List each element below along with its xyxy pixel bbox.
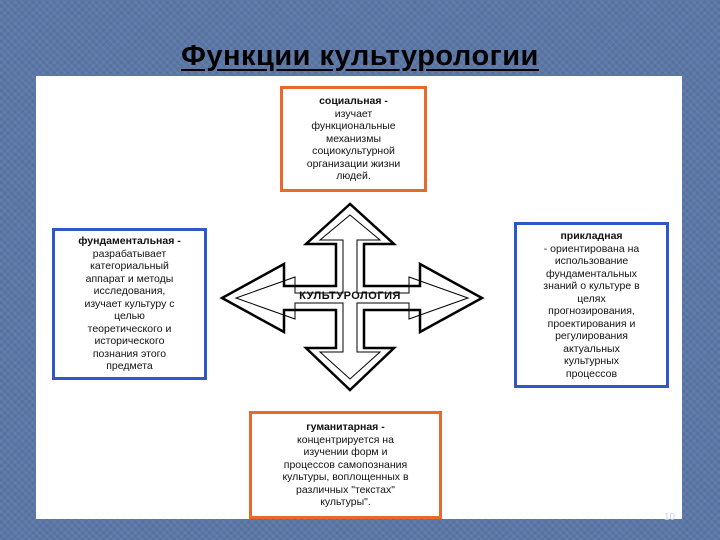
- applied-function-title: прикладная: [560, 230, 623, 242]
- fundamental-function-text: разрабатывает категориальный аппарат и методы исследования, изучает культуру с целью теоретического и исторического познания этого предмета: [84, 247, 175, 373]
- applied-function-box: [514, 222, 669, 388]
- social-function-box: [280, 86, 427, 192]
- fundamental-function-box: [52, 228, 207, 380]
- humanitarian-function-text: концентрируется на изучении форм и процессов самопознания культуры, воплощенных в различных "текстах" культуры".: [282, 433, 409, 509]
- center-label: КУЛЬТУРОЛОГИЯ: [299, 290, 401, 302]
- social-function-title: социальная -: [319, 95, 388, 108]
- slide-title: Функции культурологии: [181, 40, 539, 72]
- applied-function-text: - ориентирована на использование фундаментальных знаний о культуре в целях прогнозирования, проектирования и регулирования актуальных культурных процессов: [543, 242, 640, 380]
- humanitarian-function-title: гуманитарная -: [306, 421, 385, 434]
- fundamental-function-title: фундаментальная -: [78, 235, 181, 248]
- social-function-text: изучает функциональные механизмы социокультурной организации жизни людей.: [306, 107, 401, 183]
- page-number: 10: [664, 512, 676, 523]
- diagram-panel: [36, 76, 682, 519]
- humanitarian-function-box: [249, 411, 442, 519]
